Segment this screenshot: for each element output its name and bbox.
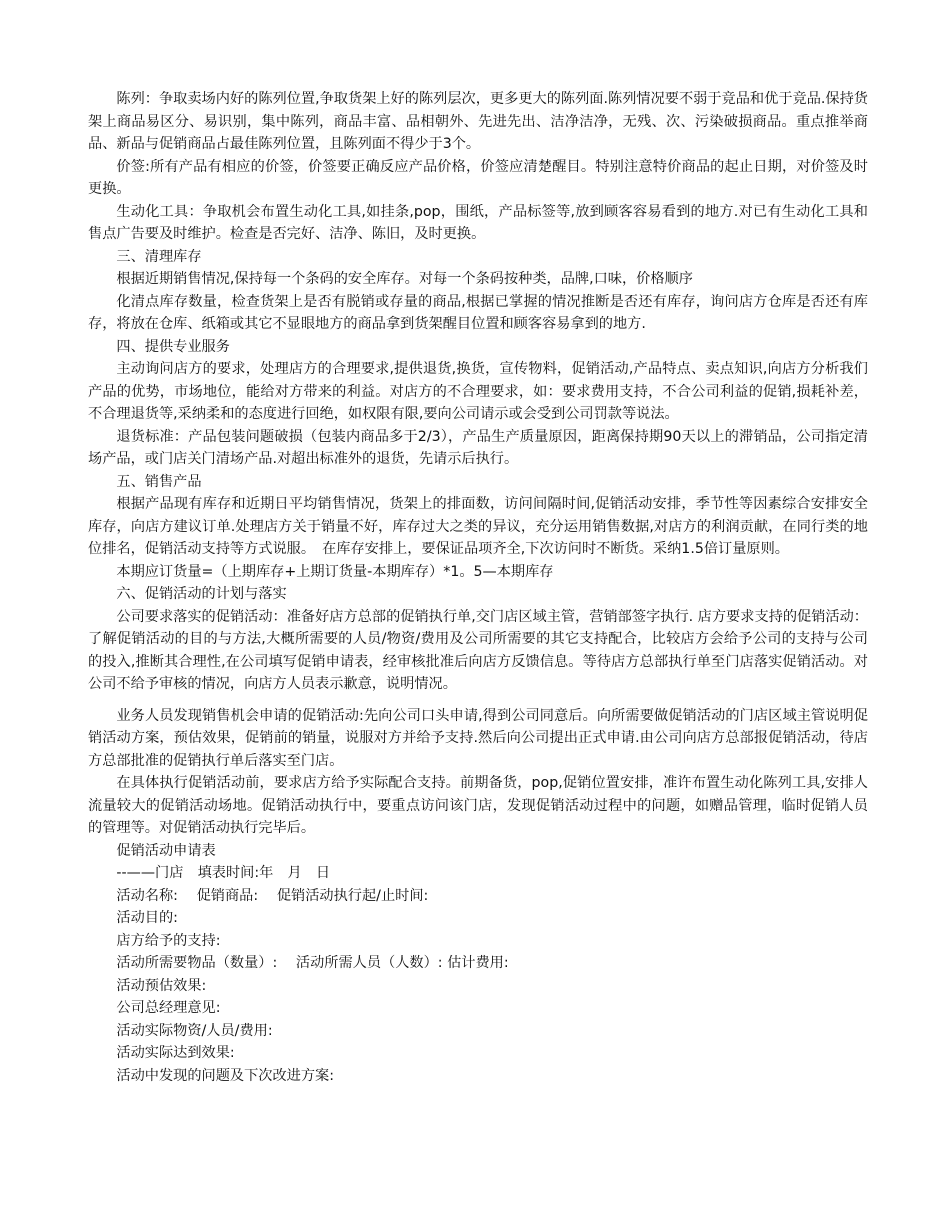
paragraph-store-requests: 主动询问店方的要求，处理店方的合理要求,提供退货,换货，宣传物料，促销活动,产品特点、卖点知识,向店方分析我们产品的优势，市场地位，能给对方带来的利益。对店方的不合理要求，如：要求费用支持，不合公司利益的促销,损耗补差，不合理退货等,采纳柔和的态度进行回绝，如权限有限,要向公司请示或会受到公司罚款等说法。 (88, 361, 868, 422)
form-field-expected-effect: 活动预估效果: (116, 977, 207, 994)
form-field-materials: 活动所需要物品（数量）: 活动所需人员（人数）: 估计费用: (116, 955, 509, 971)
section-heading-sales: 五、销售产品 (116, 473, 202, 490)
form-header-line: --——门店 填表时间:年 月 日 (116, 865, 331, 881)
document-page (88, 88, 868, 1087)
paragraph-safety-stock: 根据近期销售情况,保持每一个条码的安全库存。对每一个条码按种类，品牌,口味，价格顺序 (116, 271, 693, 287)
paragraph-stock-count: 化清点库存数量，检查货架上是否有脱销或存量的商品,根据已掌握的情况推断是否还有库存，询问店方仓库是否还有库存，将放在仓库、纸箱或其它不显眼地方的商品拿到货架醒目位置和顾客容易拿到的地方. (88, 293, 868, 332)
paragraph-return-standard: 退货标准：产品包装问题破损（包装内商品多于2/3），产品生产质量原因，距离保持期90天以上的滞销品，公司指定清场产品，或门店关门清场产品.对超出标准外的退货，先请示后执行。 (88, 428, 868, 467)
form-field-purpose: 活动目的: (116, 910, 178, 926)
paragraph-price-tag: 价签:所有产品有相应的价签，价签要正确反应产品价格，价签应清楚醒目。特别注意特价商品的起止日期，对价签及时更换。 (88, 158, 868, 197)
promotion-application-form (88, 840, 868, 1088)
section-heading-inventory: 三、清理库存 (116, 248, 202, 265)
form-field-activity-name: 活动名称: 促销商品: 促销活动执行起/止时间: (116, 887, 429, 904)
form-field-actual-effect: 活动实际达到效果: (116, 1045, 235, 1061)
paragraph-display: 陈列：争取卖场内好的陈列位置,争取货架上好的陈列层次，更多更大的陈列面.陈列情况要不弱于竞品和优于竞品.保持货架上商品易区分、易识别，集中陈列，商品丰富、品相朝外、先进先出、洁净洁净，无残、次、污染破损商品。重点推举商品、新品与促销商品占最佳陈列位置，且陈列面不得少于3个。 (88, 91, 868, 152)
form-field-actual-resources: 活动实际物资/人员/费用: (116, 1022, 273, 1039)
section-heading-promotion: 六、促销活动的计划与落实 (116, 586, 287, 602)
paragraph-sales-opportunity: 业务人员发现销售机会申请的促销活动:先向公司口头申请,得到公司同意后。向所需要做促销活动的门店区域主管说明促销活动方案，预估效果，促销前的销量，说服对方并给予支持.然后向公司提出正式申请.由公司向店方总部报促销活动，待店方总部批准的促销执行单后落实至门店。 (88, 707, 868, 769)
paragraph-company-promotion: 公司要求落实的促销活动：准备好店方总部的促销执行单,交门店区域主管，营销部签字执行. 店方要求支持的促销活动：了解促销活动的目的与方法,大概所需要的人员/物资/费用及公司所需要的其它支持配合，比较店方会给予公司的支持与公司的投入,推断其合理性,在公司填写促销申请表，经审核批准后向店方反馈信息。等待店方总部执行单至门店落实促销活动。对公司不给予审核的情况，向店方人员表示歉意，说明情况。 (88, 608, 868, 692)
order-formula: 本期应订货量=（上期库存+上期订货量-本期库存）*1。5—本期库存 (116, 563, 554, 580)
paragraph-promotion-execution: 在具体执行促销活动前，要求店方给予实际配合支持。前期备货，pop,促销位置安排，准许布置生动化陈列工具,安排人流量较大的促销活动场地。促销活动执行中，要重点访问该门店，发现促销活动过程中的问题，如赠品管理，临时促销人员的管理等。对促销活动执行完毕后。 (88, 775, 868, 836)
form-field-store-support: 店方给予的支持: (116, 932, 221, 949)
section-heading-service: 四、提供专业服务 (116, 338, 230, 355)
paragraph-sales-inventory: 根据产品现有库存和近期日平均销售情况，货架上的排面数，访问间隔时间,促销活动安排，季节性等因素综合安排安全库存，向店方建议订单.处理店方关于销量不好，库存过大之类的异议，充分运用销售数据,对店方的利润贡献，在同行类的地位排名，促销活动支持等方式说服。 在库存安排上，要保证品项齐全,下次访问时不断货。采纳1.5倍订量原则。 (88, 496, 868, 557)
form-field-gm-opinion: 公司总经理意见: (116, 1000, 221, 1016)
form-title: 促销活动申请表 (116, 842, 216, 859)
paragraph-pos-tools: 生动化工具：争取机会布置生动化工具,如挂条,pop，围纸，产品标签等,放到顾客容易看到的地方.对已有生动化工具和售点广告要及时维护。检查是否完好、洁净、陈旧，及时更换。 (88, 203, 868, 242)
form-field-issues-improvements: 活动中发现的问题及下次改进方案: (116, 1067, 334, 1084)
